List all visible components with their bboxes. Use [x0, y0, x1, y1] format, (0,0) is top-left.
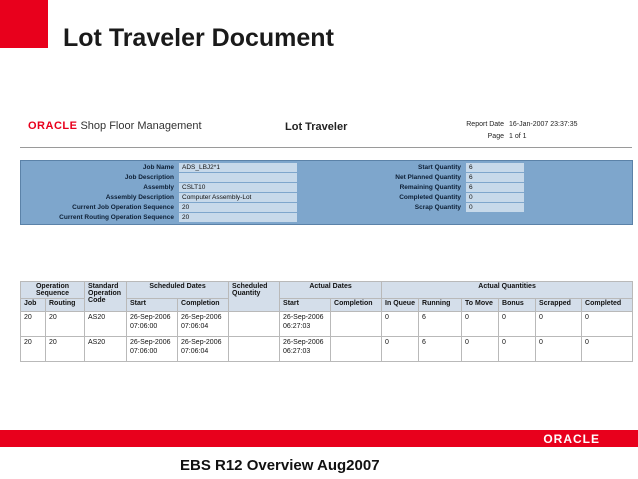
info-row: [21, 193, 632, 203]
actual-quantities-header: Actual Quantities: [382, 282, 633, 299]
completed-column-header: Completed: [582, 299, 633, 312]
in-queue-cell: 0: [382, 337, 419, 362]
act-completion-column-header: Completion: [331, 299, 382, 312]
red-corner-accent: [0, 0, 48, 48]
report-divider: [20, 147, 632, 148]
job-description-label: Job Description: [124, 174, 174, 181]
assembly-description-label: Assembly Description: [105, 194, 174, 201]
table-row: [21, 337, 633, 362]
act-start-cell: 26-Sep-2006 06:27:03: [280, 337, 331, 362]
actual-dates-header: Actual Dates: [280, 282, 382, 299]
report-title: Lot Traveler: [285, 121, 348, 133]
sched-start-cell: 26-Sep-2006 07:06:00: [127, 337, 178, 362]
current-job-op-seq-value: 20: [179, 203, 297, 212]
bottom-red-bar: [0, 430, 638, 447]
routing-column-header: Routing: [46, 299, 85, 312]
net-planned-quantity-value: 6: [466, 173, 524, 182]
scheduled-dates-header: Scheduled Dates: [127, 282, 229, 299]
info-row: [21, 213, 632, 223]
remaining-quantity-label: Remaining Quantity: [399, 184, 461, 191]
code-cell: AS20: [85, 337, 127, 362]
running-column-header: Running: [419, 299, 462, 312]
to-move-column-header: To Move: [462, 299, 499, 312]
net-planned-quantity-label: Net Planned Quantity: [395, 174, 461, 181]
running-cell: 6: [419, 337, 462, 362]
bonus-cell: 0: [499, 337, 536, 362]
routing-cell: 20: [46, 337, 85, 362]
act-completion-cell: [331, 337, 382, 362]
current-routing-op-seq-value: 20: [179, 213, 297, 222]
assembly-description-value: Computer Assembly-Lot: [179, 193, 297, 202]
job-description-value: [179, 173, 297, 182]
job-cell: 20: [21, 312, 46, 337]
running-cell: 6: [419, 312, 462, 337]
sched-completion-cell: 26-Sep-2006 07:06:04: [178, 337, 229, 362]
act-start-column-header: Start: [280, 299, 331, 312]
oracle-footer-logo: ORACLE: [543, 432, 600, 446]
slide-footer: EBS R12 Overview Aug2007: [180, 457, 380, 474]
in-queue-column-header: In Queue: [382, 299, 419, 312]
bonus-cell: 0: [499, 312, 536, 337]
sched-completion-cell: 26-Sep-2006 07:06:04: [178, 312, 229, 337]
assembly-value: CSLT10: [179, 183, 297, 192]
sched-completion-column-header: Completion: [178, 299, 229, 312]
current-routing-op-seq-label: Current Routing Operation Sequence: [59, 214, 174, 221]
start-quantity-value: 6: [466, 163, 524, 172]
oracle-logo: [28, 120, 202, 132]
job-name-label: Job Name: [142, 164, 174, 171]
scrap-quantity-label: Scrap Quantity: [414, 204, 461, 211]
scheduled-quantity-header: Scheduled Quantity: [229, 282, 280, 312]
bonus-column-header: Bonus: [499, 299, 536, 312]
start-quantity-label: Start Quantity: [418, 164, 461, 171]
report-date-label: Report Date: [466, 121, 504, 128]
table-row: [21, 312, 633, 337]
in-queue-cell: 0: [382, 312, 419, 337]
operation-sequence-header: Operation Sequence: [21, 282, 85, 299]
job-info-panel: [20, 160, 633, 225]
scrapped-column-header: Scrapped: [536, 299, 582, 312]
report-meta: [458, 119, 578, 143]
sched-start-cell: 26-Sep-2006 07:06:00: [127, 312, 178, 337]
act-completion-cell: [331, 312, 382, 337]
page-label: Page: [487, 133, 504, 140]
page-value: 1 of 1: [509, 133, 527, 140]
info-row: [21, 173, 632, 183]
completed-quantity-label: Completed Quantity: [399, 194, 461, 201]
sched-qty-cell: [229, 337, 280, 362]
info-row: [21, 183, 632, 193]
code-cell: AS20: [85, 312, 127, 337]
job-name-value: ADS_LBJ2*1: [179, 163, 297, 172]
scrapped-cell: 0: [536, 337, 582, 362]
product-name: Shop Floor Management: [80, 120, 202, 132]
completed-quantity-value: 0: [466, 193, 524, 202]
current-job-op-seq-label: Current Job Operation Sequence: [72, 204, 174, 211]
sched-start-column-header: Start: [127, 299, 178, 312]
report-date-value: 16-Jan-2007 23:37:35: [509, 121, 578, 128]
act-start-cell: 26-Sep-2006 06:27:03: [280, 312, 331, 337]
operations-table: [20, 281, 633, 362]
info-row: [21, 163, 632, 173]
info-row: [21, 203, 632, 213]
remaining-quantity-value: 6: [466, 183, 524, 192]
scrapped-cell: 0: [536, 312, 582, 337]
job-column-header: Job: [21, 299, 46, 312]
completed-cell: 0: [582, 337, 633, 362]
assembly-label: Assembly: [143, 184, 174, 191]
routing-cell: 20: [46, 312, 85, 337]
completed-cell: 0: [582, 312, 633, 337]
to-move-cell: 0: [462, 337, 499, 362]
scrap-quantity-value: 0: [466, 203, 524, 212]
slide-title: Lot Traveler Document: [63, 24, 334, 52]
sched-qty-cell: [229, 312, 280, 337]
standard-operation-code-header: Standard Operation Code: [85, 282, 127, 312]
to-move-cell: 0: [462, 312, 499, 337]
job-cell: 20: [21, 337, 46, 362]
oracle-brand-text: ORACLE: [28, 120, 78, 132]
